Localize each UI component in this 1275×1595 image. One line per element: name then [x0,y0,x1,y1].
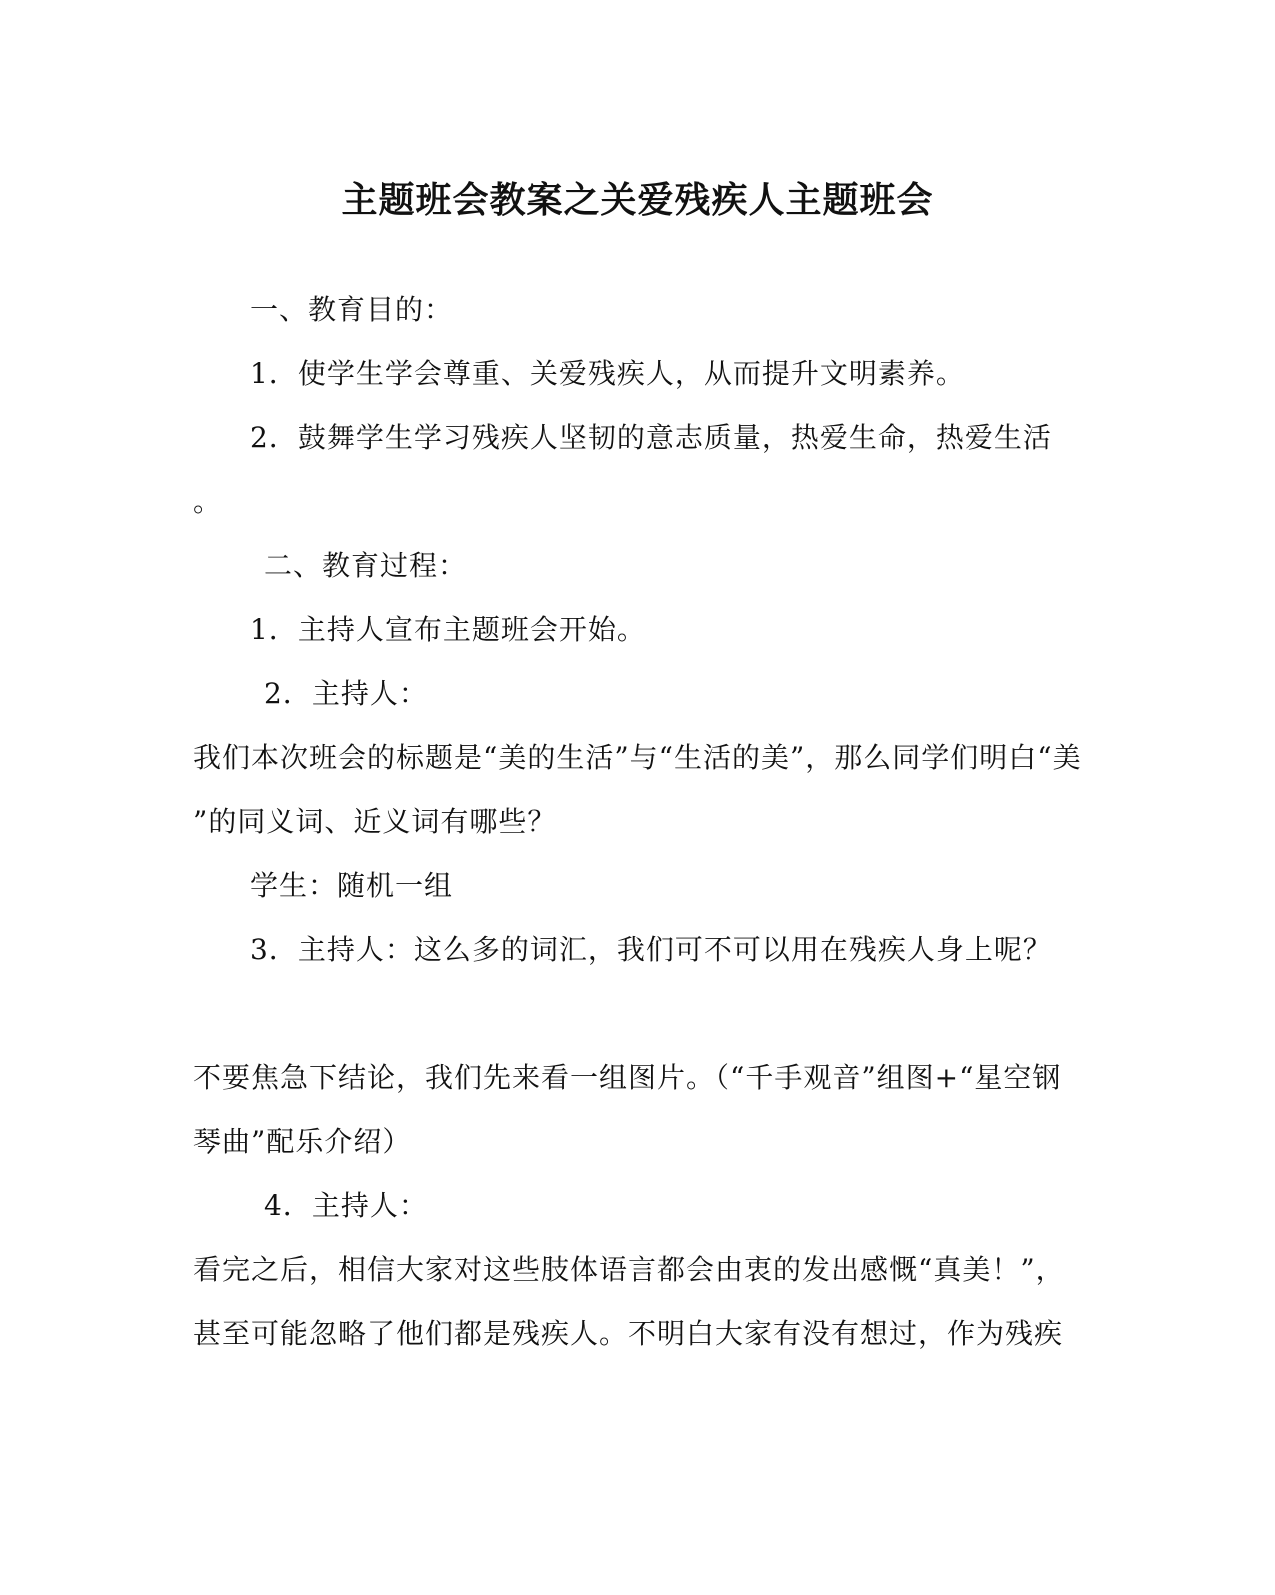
student-response: 学生：随机一组 [250,869,454,902]
goal-item-2-continued: 。 [193,485,223,518]
document-title: 主题班会教案之关爱残疾人主题班会 [341,179,934,221]
process-paragraph-line: 不要焦急下结论，我们先来看一组图片。（“千手观音”组图+“星空钢 [193,1061,1062,1094]
process-item-2: 2．主持人： [264,677,428,710]
section-heading-goals: 一、教育目的： [250,293,454,326]
process-item-4: 4．主持人： [264,1189,428,1222]
process-paragraph-line: 看完之后，相信大家对这些肢体语言都会由衷的发出感慨“真美！”， [193,1253,1065,1286]
process-paragraph-line: 琴曲”配乐介绍） [193,1125,412,1158]
goal-item-1: 1．使学生学会尊重、关爱残疾人，从而提升文明素养。 [250,357,965,390]
process-item-1: 1．主持人宣布主题班会开始。 [250,613,646,646]
process-paragraph-line: 甚至可能忽略了他们都是残疾人。不明白大家有没有想过，作为残疾 [193,1317,1064,1350]
goal-item-2: 2．鼓舞学生学习残疾人坚韧的意志质量，热爱生命，热爱生活 [250,421,1052,454]
process-paragraph-line: 我们本次班会的标题是“美的生活”与“生活的美”，那么同学们明白“美 [193,741,1082,774]
process-paragraph-line: ”的同义词、近义词有哪些？ [193,805,557,838]
process-item-3: 3．主持人：这么多的词汇，我们可不可以用在残疾人身上呢？ [250,933,1052,966]
section-heading-process: 二、教育过程： [264,549,468,582]
